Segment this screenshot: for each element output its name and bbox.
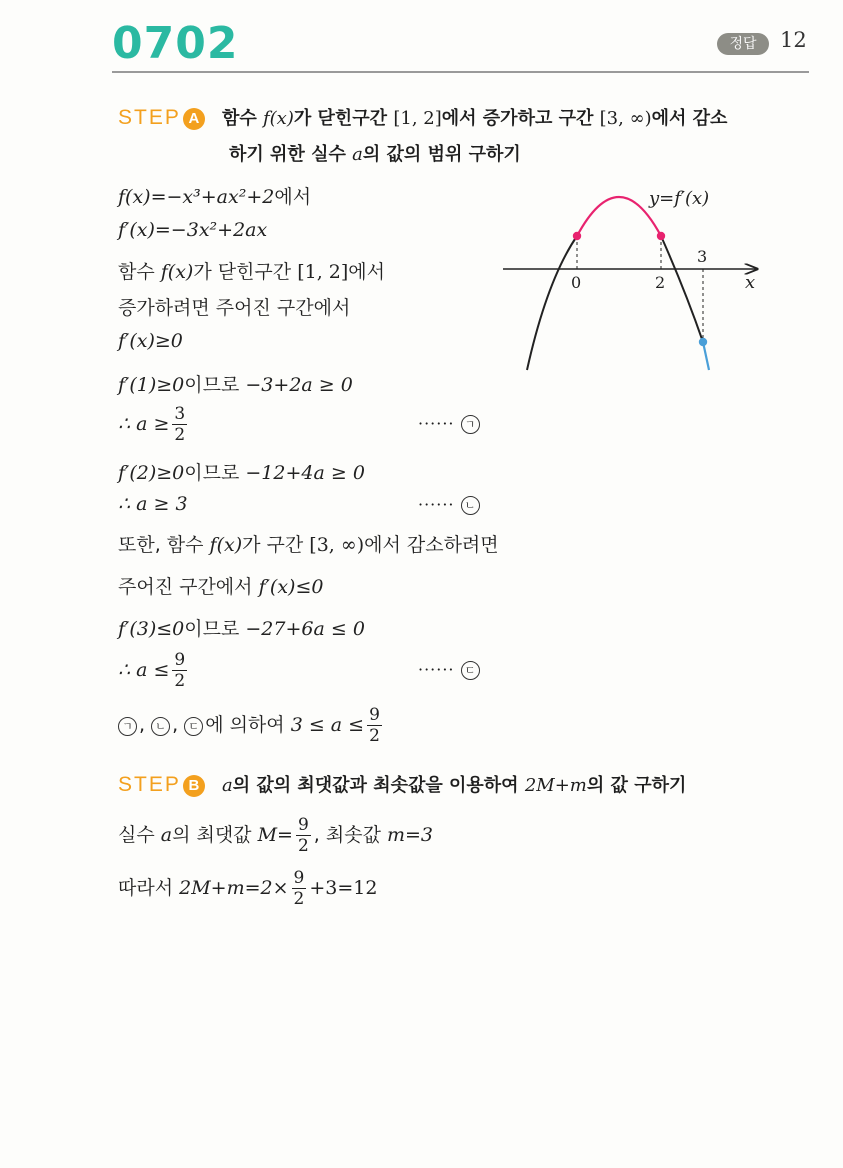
curve-label: y=f′(x) (649, 188, 710, 209)
fraction-9-2-a: $\frac{9}{2}$ (174, 650, 186, 691)
marker-2: ······ ㄴ (418, 495, 480, 515)
circled-mark-1: ㄱ (461, 415, 480, 434)
line-result-1: ∴ a ≥ $\frac{3}{2}$ (118, 404, 186, 445)
fraction-9-2-c: $\frac{9}{2}$ (297, 815, 309, 856)
line-decrease-cond: 또한, 함수 f(x)가 구간 [3, ∞)에서 감소하려면 (118, 534, 499, 556)
curve-left-branch (527, 236, 577, 370)
step-b-letter-badge: B (183, 775, 205, 797)
answer-value: 12 (780, 28, 807, 52)
tick-label-2: 2 (655, 273, 666, 292)
curve-negative-tail (703, 342, 709, 370)
line-final-answer: 따라서 2M+m=2× $\frac{9}{2}$ +3=12 (118, 868, 378, 909)
step-b-label: STEP B (118, 773, 205, 796)
point-at-1 (573, 232, 581, 240)
line-increase-cond: 함수 f(x)가 닫힌구간 [1, 2]에서 (118, 261, 385, 283)
line-increase-cond-2: 증가하려면 주어진 구간에서 (118, 297, 351, 319)
line-fprime1: f′(1)≥0이므로 −3+2a ≥ 0 (118, 374, 353, 396)
step-a-label: STEP A (118, 106, 205, 129)
point-at-3 (699, 338, 707, 346)
step-a-title-line2: 하기 위한 실수 a의 값의 범위 구하기 (229, 144, 521, 165)
problem-number: 0702 (112, 18, 239, 69)
point-at-2 (657, 232, 665, 240)
x-axis-label: x (745, 272, 756, 293)
fraction-3-2: $\frac{3}{2}$ (174, 404, 186, 445)
circled-mark-2: ㄴ (461, 496, 480, 515)
line-fprime3: f′(3)≤0이므로 −27+6a ≤ 0 (118, 618, 365, 640)
line-max-min: 실수 a의 최댓값 M= $\frac{9}{2}$ , 최솟값 m=3 (118, 815, 433, 856)
derivative-graph (495, 180, 775, 380)
step-a-letter-badge: A (183, 108, 205, 130)
header-divider (112, 71, 809, 73)
step-b-heading (118, 771, 686, 797)
marker-3: ······ ㄷ (418, 660, 480, 680)
line-result-2: ∴ a ≥ 3 (118, 493, 188, 515)
circled-mark-3: ㄷ (461, 661, 480, 680)
marker-1: ······ ㄱ (418, 414, 480, 434)
tick-label-0: 0 (571, 273, 582, 292)
step-b-title: a의 값의 최댓값과 최솟값을 이용하여 2M+m의 값 구하기 (221, 775, 687, 796)
step-a-heading (118, 104, 727, 130)
line-fprime-nonneg: f′(x)≥0 (118, 330, 183, 352)
fraction-9-2-d: $\frac{9}{2}$ (293, 868, 305, 909)
line-derivative: f′(x)=−3x²+2ax (118, 219, 268, 241)
fraction-9-2-b: $\frac{9}{2}$ (369, 705, 380, 746)
line-fprime-nonpos: 주어진 구간에서 f′(x)≤0 (118, 576, 324, 598)
tick-label-3: 3 (697, 247, 708, 266)
line-result-3: ∴ a ≤ $\frac{9}{2}$ (118, 650, 186, 691)
line-fprime2: f′(2)≥0이므로 −12+4a ≥ 0 (118, 462, 365, 484)
answer-badge: 정답 (717, 33, 769, 55)
line-conclusion: ㄱ , ㄴ , ㄷ 에 의하여 3 ≤ a ≤ $\frac{9}{2}$ (118, 705, 385, 746)
step-a-title-line1: 함수 f(x)가 닫힌구간 [1, 2]에서 증가하고 구간 [3, ∞)에서 감소 (221, 108, 728, 129)
line-function: f(x)=−x³+ax²+2에서 (118, 186, 312, 208)
